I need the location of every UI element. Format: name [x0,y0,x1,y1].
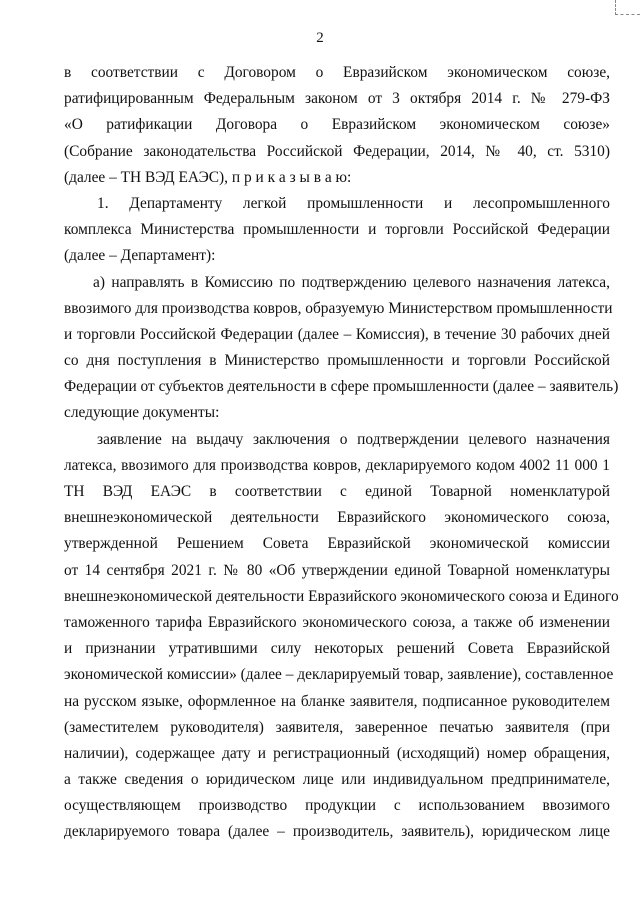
text-line: (далее – Департамент): [64,247,216,265]
text-line: ТН ВЭД ЕАЭС в соответствии с единой Товарной номенклатурой [64,483,610,500]
text-line: ратифицированным Федеральным законом от 3 октября 2014 г. № 279-ФЗ [64,90,610,108]
text-line: осуществляющем производство продукции с использованием ввозимого [64,797,610,815]
text-line: (далее – ТН ВЭД ЕАЭС), п р и к а з ы в а ю: [64,168,352,186]
text-line: (Собрание законодательства Российской Федерации, 2014, № 40, ст. 5310) [64,142,610,160]
text-line: декларируемого товара (далее – производитель, заявитель), юридическом лице [64,823,610,841]
text-line: утвержденной Решением Совета Евразийской экономической комиссии [64,535,610,553]
text-line: (заместителем руководителя) заявителя, заверенное печатью заявителя (при [64,718,610,736]
scan-corner-mark [615,0,640,15]
text-line: экономической комиссии» (далее – декларируемый товар, заявление), составленное [64,666,614,684]
document-body [64,60,619,846]
text-line: а) направлять в Комиссию по подтверждению целевого назначения латекса, [93,273,610,291]
text-line: внешнеэкономической деятельности Евразийского экономического союза и Единого [64,587,619,605]
text-line: Федерации от субъектов деятельности в сфере промышленности (далее – заявитель) [64,378,619,396]
text-line: латекса, ввозимого для производства ковров, декларируемого кодом 4002 11 000 1 [64,456,610,474]
text-line: таможенного тарифа Евразийского экономического союза, а также об изменении [64,613,610,631]
text-line: на русском языке, оформленное на бланке заявителя, подписанное руководителем [64,692,610,710]
text-line: и признании утратившими силу некоторых решений Совета Евразийской [64,640,610,658]
text-line: наличии), содержащее дату и регистрационный (исходящий) номер обращения, [64,744,610,762]
text-line: следующие документы: [64,404,220,422]
page-number: 2 [316,30,324,46]
text-line: внешнеэкономической деятельности Евразийского экономического союза, [64,509,610,527]
text-line: от 14 сентября 2021 г. № 80 «Об утверждении единой Товарной номенклатуры [64,561,610,579]
text-line: заявление на выдачу заключения о подтверждении целевого назначения [97,430,610,448]
text-line: в соответствии с Договором о Евразийском экономическом союзе, [64,64,610,81]
text-line: комплекса Министерства промышленности и торговли Российской Федерации [64,221,610,239]
text-line: ввозимого для производства ковров, образуемую Министерством промышленности [64,299,613,317]
text-line: «О ратификации Договора о Евразийском экономическом союзе» [64,116,610,134]
text-line: и торговли Российской Федерации (далее – Комиссия), в течение 30 рабочих дней [64,325,610,343]
text-line: 1. Департаменту легкой промышленности и лесопромышленного [97,194,610,212]
text-line: со дня поступления в Министерство промышленности и торговли Российской [64,352,610,370]
text-line: а также сведения о юридическом лице или индивидуальном предпринимателе, [64,771,610,789]
